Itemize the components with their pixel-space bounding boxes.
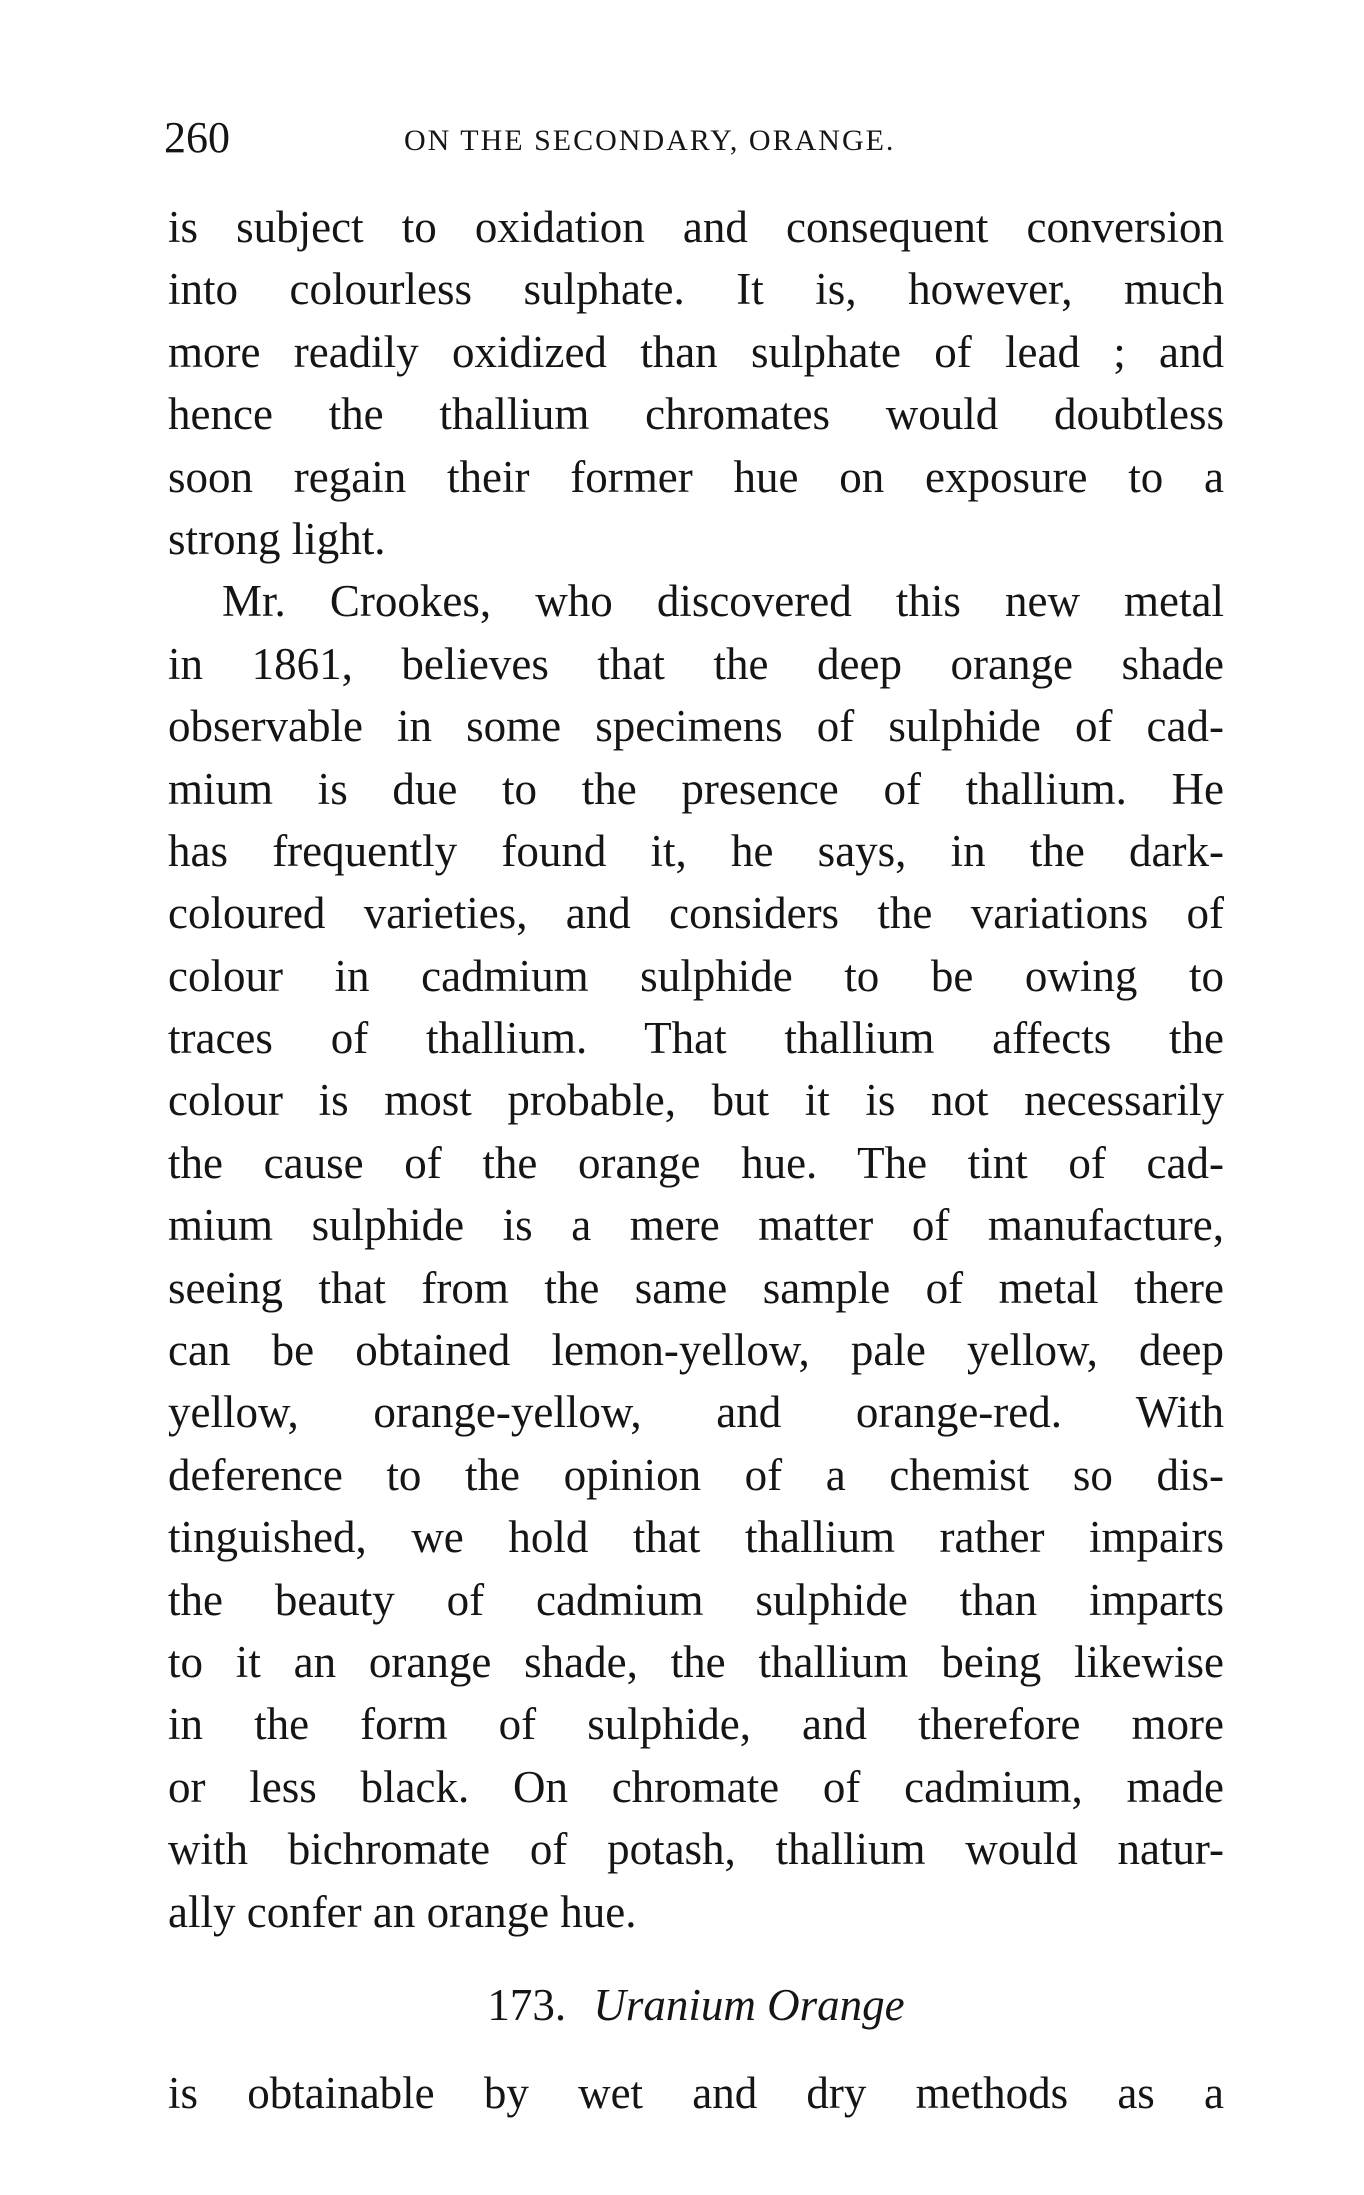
section-number: 173. bbox=[487, 1980, 567, 2030]
section-first-line: is obtainable by wet and dry methods as a bbox=[168, 2068, 1224, 2118]
text-line: coloured varieties, and considers the variations of bbox=[168, 888, 1224, 939]
section-title: Uranium Orange bbox=[593, 1980, 905, 2030]
text-line: or less black. On chromate of cadmium, made bbox=[168, 1761, 1224, 1812]
text-line: mium is due to the presence of thallium. He bbox=[168, 763, 1224, 814]
text-line: in the form of sulphide, and therefore more bbox=[168, 1699, 1224, 1750]
text-line: tinguished, we hold that thallium rather impairs bbox=[168, 1512, 1224, 1563]
text-line: ally confer an orange hue. bbox=[168, 1886, 637, 1937]
text-line: deference to the opinion of a chemist so dis- bbox=[168, 1449, 1224, 1500]
text-line: the beauty of cadmium sulphide than imparts bbox=[168, 1574, 1224, 1625]
text-line: yellow, orange-yellow, and orange-red. With bbox=[168, 1387, 1224, 1438]
text-line: colour in cadmium sulphide to be owing to bbox=[168, 950, 1224, 1001]
text-line: the cause of the orange hue. The tint of cad- bbox=[168, 1137, 1224, 1188]
page-number: 260 bbox=[164, 113, 230, 162]
page-header bbox=[164, 108, 1224, 168]
text-line: is subject to oxidation and consequent conversion bbox=[168, 202, 1224, 252]
text-line: in 1861, believes that the deep orange shade bbox=[168, 638, 1224, 689]
text-line: to it an orange shade, the thallium being likewise bbox=[168, 1636, 1224, 1687]
text-line: hence the thallium chromates would doubtless bbox=[168, 389, 1224, 440]
text-line: has frequently found it, he says, in the dark- bbox=[168, 825, 1224, 876]
text-line: colour is most probable, but it is not necessarily bbox=[168, 1075, 1224, 1126]
text-line: can be obtained lemon-yellow, pale yellow, deep bbox=[168, 1325, 1224, 1376]
text-line: soon regain their former hue on exposure to a bbox=[168, 451, 1224, 502]
text-line: mium sulphide is a mere matter of manufacture, bbox=[168, 1200, 1224, 1251]
section-heading bbox=[168, 1970, 1224, 2040]
running-head: ON THE SECONDARY, ORANGE. bbox=[404, 124, 896, 157]
text-line: strong light. bbox=[168, 513, 386, 564]
text-line: into colourless sulphate. It is, however, much bbox=[168, 264, 1224, 315]
text-line: seeing that from the same sample of metal there bbox=[168, 1262, 1224, 1313]
text-line: more readily oxidized than sulphate of lead ; and bbox=[168, 326, 1224, 377]
text-line: observable in some specimens of sulphide of cad- bbox=[168, 701, 1224, 752]
text-line: with bichromate of potash, thallium would natur- bbox=[168, 1824, 1224, 1875]
paragraph-start-line: Mr. Crookes, who discovered this new metal bbox=[222, 576, 1224, 627]
body-text bbox=[168, 196, 1224, 1943]
text-line: traces of thallium. That thallium affects the bbox=[168, 1013, 1224, 1064]
